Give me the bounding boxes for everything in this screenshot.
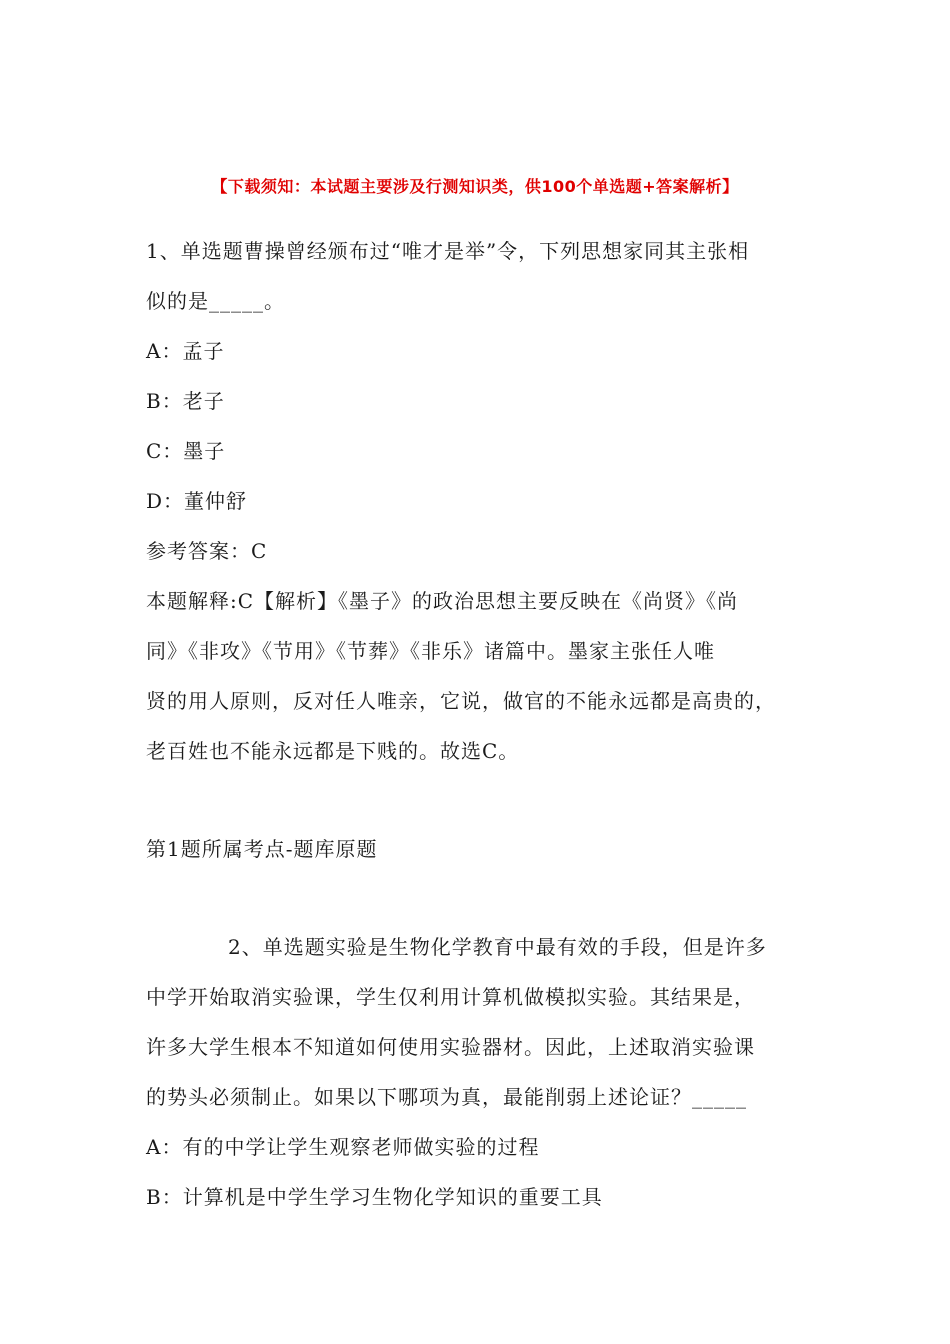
q2-option-b: B：计算机是中学生学习生物化学知识的重要工具 (146, 1185, 603, 1209)
q2-stem-line4: 的势头必须制止。如果以下哪项为真，最能削弱上述论证？_____ (146, 1085, 747, 1109)
q1-explanation-line3: 贤的用人原则，反对任人唯亲，它说，做官的不能永远都是高贵的， (146, 689, 776, 713)
q1-stem-line2: 似的是_____。 (146, 289, 285, 313)
q2-stem-line2: 中学开始取消实验课，学生仅利用计算机做模拟实验。其结果是， (146, 985, 755, 1009)
q1-option-c: C：墨子 (146, 439, 226, 463)
q1-explanation-line2: 同》《非攻》《节用》《节葬》《非乐》诸篇中。墨家主张任人唯 (146, 639, 715, 663)
q2-option-a: A：有的中学让学生观察老师做实验的过程 (146, 1135, 540, 1159)
q1-stem-line1: 1、单选题曹操曾经颁布过“唯才是举”令，下列思想家同其主张相 (146, 239, 750, 263)
q1-option-a: A：孟子 (146, 339, 225, 363)
q1-explanation-line1: 本题解释:C【解析】《墨子》的政治思想主要反映在《尚贤》《尚 (146, 589, 739, 613)
q1-explanation-line4: 老百姓也不能永远都是下贱的。故选C。 (146, 739, 520, 763)
q1-answer: 参考答案：C (146, 539, 268, 563)
download-notice: 【下载须知：本试题主要涉及行测知识类，供100个单选题+答案解析】 (211, 177, 739, 196)
q2-stem-line1: 2、单选题实验是生物化学教育中最有效的手段，但是许多 (228, 935, 767, 959)
q1-option-d: D：董仲舒 (146, 489, 248, 513)
q1-option-b: B：老子 (146, 389, 225, 413)
q1-topic: 第1题所属考点-题库原题 (146, 837, 378, 861)
q2-stem-line3: 许多大学生根本不知道如何使用实验器材。因此，上述取消实验课 (146, 1035, 755, 1059)
